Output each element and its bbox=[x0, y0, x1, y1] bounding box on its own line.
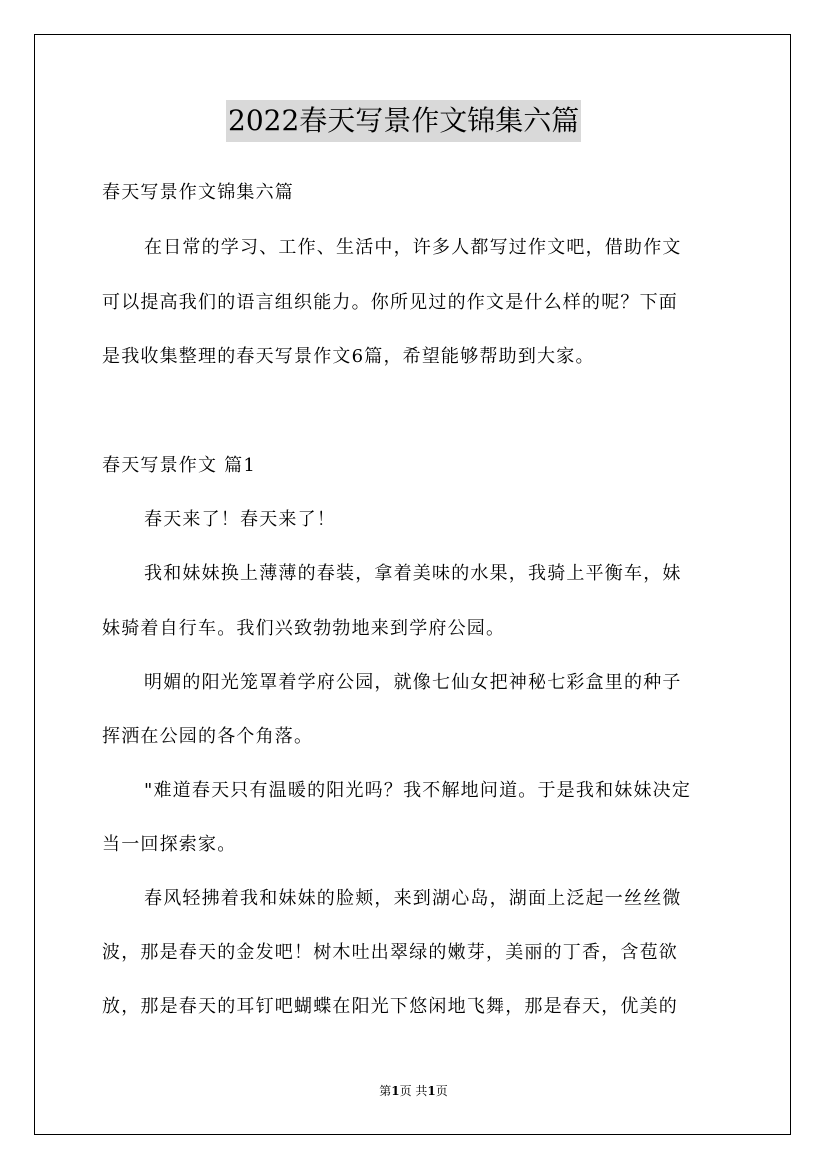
body-line-10: 放，那是春天的耳钉吧蝴蝶在阳光下悠闲地飞舞，那是春天，优美的 bbox=[102, 996, 678, 1017]
body-line-9: 波，那是春天的金发吧！树木吐出翠绿的嫩芽，美丽的丁香，含苞欲 bbox=[102, 942, 678, 963]
document-subtitle: 春天写景作文锦集六篇 bbox=[102, 182, 294, 203]
intro-line-3: 是我收集整理的春天写景作文6篇，希望能够帮助到大家。 bbox=[102, 346, 595, 367]
footer-page-suffix: 页 bbox=[435, 1084, 448, 1098]
section-heading: 春天写景作文 篇1 bbox=[102, 455, 256, 476]
body-line-1: 春天来了！春天来了！ bbox=[144, 509, 336, 530]
body-line-6: "难道春天只有温暖的阳光吗？我不解地问道。于是我和妹妹决定 bbox=[144, 780, 692, 801]
footer-page-mid: 页 共 bbox=[399, 1084, 428, 1098]
footer-page-prefix: 第 bbox=[379, 1084, 392, 1098]
body-line-4: 明媚的阳光笼罩着学府公园，就像七仙女把神秘七彩盒里的种子 bbox=[144, 672, 682, 693]
intro-line-1: 在日常的学习、工作、生活中，许多人都写过作文吧，借助作文 bbox=[144, 237, 682, 258]
intro-line-2: 可以提高我们的语言组织能力。你所见过的作文是什么样的呢？下面 bbox=[102, 292, 678, 313]
body-line-8: 春风轻拂着我和妹妹的脸颊，来到湖心岛，湖面上泛起一丝丝微 bbox=[144, 888, 682, 909]
footer-page-number: 1 bbox=[391, 1084, 400, 1098]
document-title: 2022春天写景作文锦集六篇 bbox=[226, 100, 581, 142]
body-line-5: 挥洒在公园的各个角落。 bbox=[102, 726, 314, 747]
footer-total-pages: 1 bbox=[427, 1084, 436, 1098]
body-line-7: 当一回探索家。 bbox=[102, 834, 237, 855]
page-footer bbox=[0, 1083, 827, 1099]
body-line-2: 我和妹妹换上薄薄的春装，拿着美味的水果，我骑上平衡车，妹 bbox=[144, 563, 682, 584]
body-line-3: 妹骑着自行车。我们兴致勃勃地来到学府公园。 bbox=[102, 618, 506, 639]
